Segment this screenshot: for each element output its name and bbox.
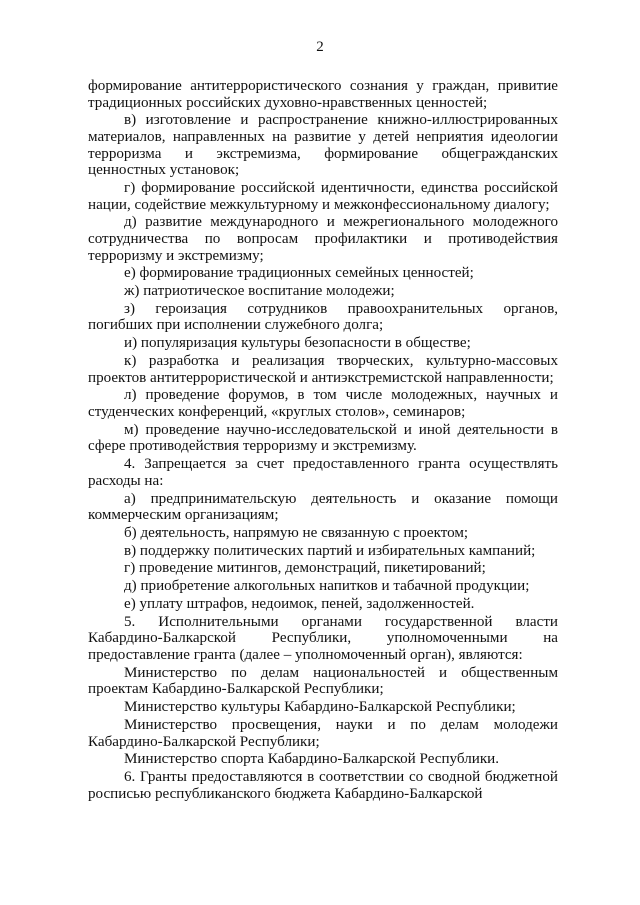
clause-6: 6. Гранты предоставляются в соответствии со сводной бюджетной росписью республиканского бюджета Кабардино-Балкарской [88,769,558,802]
list-item-i: и) популяризация культуры безопасности в обществе; [124,335,471,352]
page-number: 2 [316,39,324,55]
list-item-g: г) формирование российской идентичности, единства российской нации, содействие межкультурному и межконфессиональному диалогу; [88,179,558,213]
ministry-sport: Министерство спорта Кабардино-Балкарской Республики. [124,751,499,768]
document-body [88,78,558,803]
list-item-v: в) изготовление и распространение книжно-иллюстрированных материалов, направленных на развитие у детей неприятия идеологии терроризма и экстремизма, формирование общегражданских ценностных установок; [88,112,558,179]
list-item-e: е) формирование традиционных семейных ценностей; [124,265,474,282]
clause-4-item-e: е) уплату штрафов, недоимок, пеней, задолженностей. [124,596,475,612]
clause-4-item-d: д) приобретение алкогольных напитков и табачной продукции; [124,578,530,595]
list-item-d: д) развитие международного и межрегионального молодежного сотрудничества по вопросам профилактики и противодействия терроризму и экстремизму; [88,214,558,264]
clause-4-item-a: а) предпринимательскую деятельность и оказание помощи коммерческим организациям; [88,490,558,524]
list-item-z: з) героизация сотрудников правоохранительных органов, погибших при исполнении служебного долга; [88,300,558,334]
clause-5: 5. Исполнительными органами государственной власти Кабардино-Балкарской Республики, уполномоченными на предоставление гранта (далее – уполномоченный орган), являются: [88,613,558,663]
list-item-zh: ж) патриотическое воспитание молодежи; [124,283,395,300]
paragraph-continuation: формирование антитеррористического сознания у граждан, привитие традиционных российских духовно-нравственных ценностей; [88,78,558,111]
list-item-k: к) разработка и реализация творческих, культурно-массовых проектов антитеррористической и антиэкстремистской направленности; [88,353,558,386]
ministry-culture: Министерство культуры Кабардино-Балкарской Республики; [124,699,516,716]
ministry-education: Министерство просвещения, науки и по делам молодежи Кабардино-Балкарской Республики; [88,716,558,750]
clause-4-item-v: в) поддержку политических партий и избирательных кампаний; [124,542,536,559]
clause-4-item-g: г) проведение митингов, демонстраций, пикетирований; [124,560,486,577]
clause-4: 4. Запрещается за счет предоставленного гранта осуществлять расходы на: [88,456,558,489]
clause-4-item-b: б) деятельность, напрямую не связанную с проектом; [124,524,469,541]
list-item-m: м) проведение научно-исследовательской и иной деятельности в сфере противодействия терроризму и экстремизму. [88,421,558,455]
list-item-l: л) проведение форумов, в том числе молодежных, научных и студенческих конференций, «круглых столов», семинаров; [88,387,558,420]
ministry-nationalities: Министерство по делам национальностей и общественным проектам Кабардино-Балкарской Республики; [88,664,558,698]
